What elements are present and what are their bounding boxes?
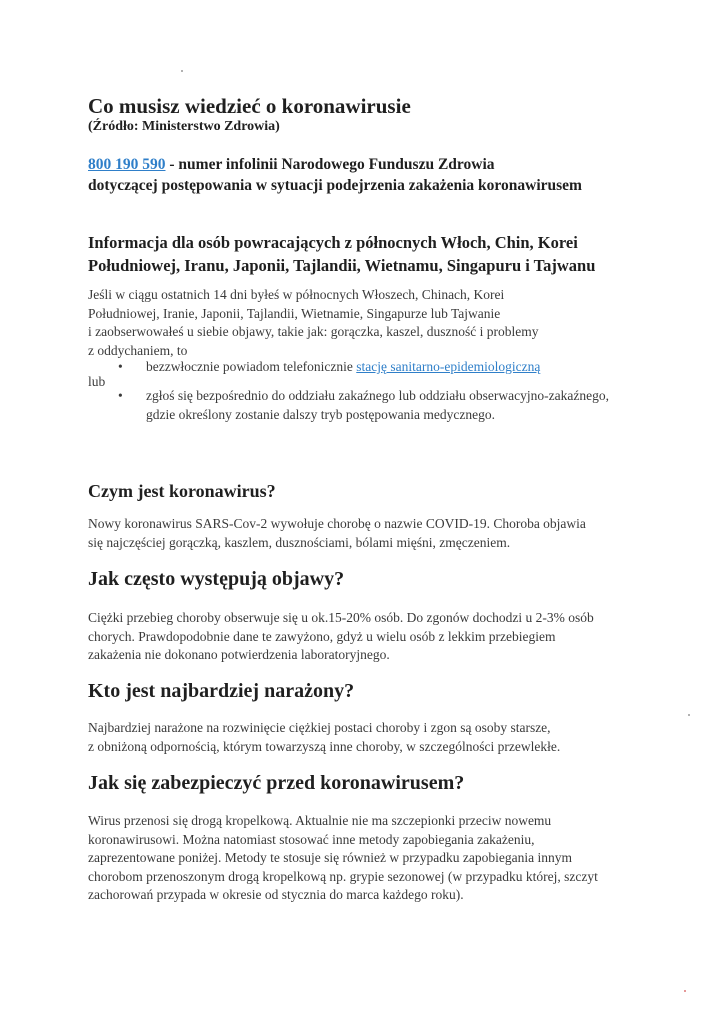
infoline-text: - numer infolinii Narodowego Funduszu Zdrowia [165,156,495,173]
at-risk-paragraph [88,719,688,756]
source-note: (Źródło: Ministerstwo Zdrowia) [88,119,280,134]
paragraph-line: Najbardziej narażone na rozwinięcie ciężkiej postaci choroby i zgon są osoby starsze, [88,720,551,735]
section-title-protect: Jak się zabezpieczyć przed koronawirusem? [88,772,465,794]
paragraph-line: i zaobserwowałeś u siebie objawy, takie jak: gorączka, kaszel, duszność i problemy [88,324,539,339]
bullet-text: gdzie określony zostanie dalszy tryb postępowania medycznego. [146,406,496,422]
paragraph-line: chorobom przenoszonym drogą kropelkową np. grypie sezonowej (w przypadku której, szczyt [88,868,598,884]
sanepid-link[interactable]: stację sanitarno-epidemiologiczną [356,359,541,374]
paragraph-line: Nowy koronawirus SARS-Cov-2 wywołuje chorobę o nazwie COVID-19. Choroba objawia [88,516,586,531]
scan-speck [688,714,690,716]
paragraph-line: Wirus przenosi się drogą kropelkową. Aktualnie nie ma szczepionki przeciw nowemu [88,813,552,828]
scan-speck [181,70,183,72]
paragraph-line: zaprezentowane poniżej. Metody te stosuje się również w przypadku zapobiegania innym [88,850,572,865]
paragraph-line: z obniżoną odpornością, którym towarzyszą inne choroby, w szczególności przewlekłe. [88,738,561,754]
phone-number-link[interactable]: 800 190 590 [88,156,166,173]
paragraph-line: Południowej, Iranie, Japonii, Tajlandii, Wietnamie, Singapurze lub Tajwanie [88,305,501,321]
section-title-at-risk: Kto jest najbardziej narażony? [88,680,355,702]
paragraph-line: z oddychaniem, to [88,342,188,358]
paragraph-line: Jeśli w ciągu ostatnich 14 dni byłeś w północnych Włoszech, Chinach, Korei [88,287,505,302]
page-title: Co musisz wiedzieć o koronawirusie [88,94,411,118]
travel-heading-line: Południowej, Iranu, Japonii, Tajlandii, Wietnamu, Singapuru i Tajwanu [88,256,596,275]
bullet-icon: • [118,359,123,374]
list-item [118,387,678,427]
infoline-line-1 [88,154,688,175]
travel-heading-line: Informacja dla osób powracających z północnych Włoch, Chin, Korei [88,233,578,252]
paragraph-line: koronawirusowi. Można natomiast stosować inne metody zapobiegania zakażeniu, [88,831,535,847]
paragraph-line: zakażenia nie dokonano potwierdzenia laboratoryjnego. [88,647,390,662]
protect-paragraph [88,812,688,905]
paragraph-line: zachorowań przypada w okresie od stycznia do marca każdego roku). [88,887,464,902]
scan-speck [684,990,686,992]
travel-heading [88,231,688,277]
section-title-symptoms: Jak często występują objawy? [88,568,345,590]
infoline-line-2: dotyczącej postępowania w sytuacji podejrzenia zakażenia koronawirusem [88,177,582,194]
travel-paragraph [88,286,688,360]
section-title-what-is: Czym jest koronawirus? [88,481,276,501]
bullet-icon: • [118,388,123,403]
paragraph-line: Ciężki przebieg choroby obserwuje się u ok.15-20% osób. Do zgonów dochodzi u 2-3% osób [88,610,594,625]
what-is-paragraph [88,515,688,552]
paragraph-line: chorych. Prawdopodobnie dane te zawyżono, gdyż u wielu osób z lekkim przebiegiem [88,628,556,644]
bullet-text: bezzwłocznie powiadom telefonicznie [146,359,357,374]
infoline-notice [88,154,688,196]
bullet-text: zgłoś się bezpośrednio do oddziału zakaźnego lub oddziału obserwacyjno-zakaźnego, [146,388,609,403]
paragraph-line: się najczęściej gorączką, kaszlem, dusznościami, bólami mięśni, zmęczeniem. [88,534,511,550]
or-label: lub [88,374,106,389]
symptoms-paragraph [88,609,688,665]
